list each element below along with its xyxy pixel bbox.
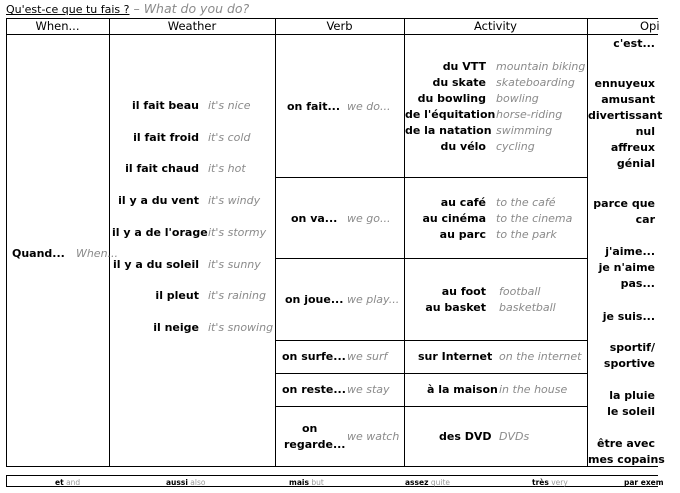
- connective-fr: assez: [405, 478, 429, 487]
- opinion-jaime: je n'aime: [598, 261, 655, 274]
- activity-en: to the cinema: [496, 212, 573, 225]
- activity-fr: sur Internet: [418, 350, 493, 363]
- header-activity: Activity: [473, 19, 517, 33]
- activity-en: cycling: [496, 140, 535, 153]
- table-bottom-border: [6, 466, 658, 467]
- header-verb: Verb: [326, 19, 353, 33]
- header-when: When...: [35, 19, 80, 33]
- activity-fr: au cinéma: [422, 212, 486, 225]
- weather-en: it's stormy: [208, 226, 267, 239]
- opinion-adjective: ennuyeux: [594, 77, 655, 90]
- opinion-adjective: affreux: [610, 141, 655, 154]
- when-english: When...: [75, 247, 119, 260]
- activity-en: skateboarding: [496, 76, 575, 89]
- verb-en: we do...: [347, 100, 391, 113]
- activity-fr: du vélo: [440, 140, 486, 153]
- connective: [166, 478, 205, 487]
- verb-fr: regarde...: [284, 438, 346, 451]
- opinion-weather: le soleil: [607, 405, 655, 418]
- header-opinion: Opi: [640, 19, 660, 33]
- weather-fr: il y a du vent: [118, 194, 199, 207]
- connective-en: quite: [430, 478, 450, 487]
- verb-fr: on fait...: [287, 100, 340, 113]
- opinion-sportif: sportive: [603, 357, 655, 370]
- verb-fr: on: [302, 422, 318, 435]
- opinion-cest: c'est...: [613, 37, 655, 50]
- verb-en: we stay: [347, 383, 390, 396]
- activity-en: horse-riding: [496, 108, 563, 121]
- title-separator: –: [129, 1, 144, 16]
- opinion-connector: car: [635, 213, 655, 226]
- activity-fr: au café: [440, 196, 486, 209]
- activity-en: bowling: [496, 92, 539, 105]
- weather-en: it's snowing: [208, 321, 274, 334]
- activity-fr: au basket: [425, 301, 486, 314]
- connectives-top-border: [6, 475, 658, 476]
- activity-fr: de l'équitation: [405, 108, 496, 121]
- col-border-left: [6, 18, 7, 467]
- verb-en: we go...: [347, 212, 391, 225]
- opinion-adjective: divertissant: [588, 109, 663, 122]
- weather-fr: il pleut: [155, 289, 199, 302]
- activity-en: to the park: [496, 228, 557, 241]
- opinion-etre: mes copains: [588, 453, 665, 466]
- weather-fr: il fait froid: [133, 131, 199, 144]
- verb-fr: on surfe...: [282, 350, 346, 363]
- weather-fr: il y a de l'orage: [112, 226, 208, 239]
- connective-fr: par exem: [624, 478, 664, 487]
- weather-en: it's nice: [208, 99, 251, 112]
- verb-fr: on reste...: [282, 383, 346, 396]
- row-sep-1: [275, 177, 587, 178]
- activity-en: on the internet: [499, 350, 582, 363]
- connective-en: but: [311, 478, 324, 487]
- page-title: [6, 1, 249, 16]
- connective-en: very: [551, 478, 568, 487]
- weather-fr: il fait chaud: [125, 162, 199, 175]
- verb-en: we surf: [347, 350, 388, 363]
- weather-en: it's sunny: [208, 258, 261, 271]
- opinion-connector: parce que: [593, 197, 655, 210]
- when-french: Quand...: [12, 247, 65, 260]
- title-english: What do you do?: [143, 1, 250, 16]
- connective: [532, 478, 568, 487]
- row-sep-3: [275, 340, 587, 341]
- when-cell: [12, 244, 118, 262]
- connectives-left-border: [6, 475, 7, 487]
- connective: [289, 478, 324, 487]
- title-french: Qu'est-ce que tu fais ?: [6, 3, 130, 16]
- weather-en: it's windy: [208, 194, 261, 207]
- weather-fr: il fait beau: [131, 99, 199, 112]
- opinion-jesuis: je suis...: [602, 310, 655, 323]
- activity-en: basketball: [499, 301, 556, 314]
- opinion-jaime: pas...: [620, 277, 655, 290]
- activity-fr: au foot: [441, 285, 486, 298]
- activity-en: in the house: [499, 383, 568, 396]
- verb-fr: on joue...: [285, 293, 344, 306]
- weather-fr: il neige: [153, 321, 199, 334]
- connective-en: also: [190, 478, 206, 487]
- activity-fr: des DVD: [439, 430, 492, 443]
- connective-fr: mais: [289, 478, 309, 487]
- activity-fr: du skate: [432, 76, 486, 89]
- connective: [55, 478, 80, 487]
- verb-fr: on va...: [291, 212, 338, 225]
- weather-en: it's raining: [208, 289, 266, 302]
- activity-fr: au parc: [439, 228, 486, 241]
- connective-en: and: [66, 478, 81, 487]
- opinion-etre: être avec: [596, 437, 655, 450]
- opinion-weather: la pluie: [609, 389, 655, 402]
- connective: [405, 478, 450, 487]
- header-bottom-border: [6, 34, 658, 35]
- connective-fr: aussi: [166, 478, 188, 487]
- row-sep-5: [275, 406, 587, 407]
- row-sep-4: [275, 373, 587, 374]
- header-weather: Weather: [167, 19, 217, 33]
- opinion-adjective: nul: [635, 125, 655, 138]
- verb-en: we play...: [347, 293, 400, 306]
- activity-fr: du bowling: [417, 92, 486, 105]
- activity-en: to the café: [496, 196, 556, 209]
- activity-en: swimming: [496, 124, 553, 137]
- opinion-sportif: sportif/: [609, 341, 655, 354]
- activity-fr: de la natation: [405, 124, 492, 137]
- verb-en: we watch: [347, 430, 400, 443]
- activity-en: football: [499, 285, 541, 298]
- row-sep-2: [275, 258, 587, 259]
- weather-en: it's cold: [208, 131, 251, 144]
- activity-fr: du VTT: [442, 60, 486, 73]
- weather-fr: il y a du soleil: [112, 258, 199, 271]
- connective-fr: et: [55, 478, 64, 487]
- activity-en: DVDs: [499, 430, 530, 443]
- opinion-adjective: génial: [616, 157, 655, 170]
- activity-en: mountain biking: [496, 60, 586, 73]
- connective-fr: très: [532, 478, 549, 487]
- weather-en: it's hot: [208, 162, 246, 175]
- opinion-jaime: j'aime...: [605, 245, 655, 258]
- connective: [624, 478, 664, 487]
- col-border-weather: [275, 18, 276, 467]
- col-border-when: [109, 18, 110, 467]
- opinion-adjective: amusant: [601, 93, 655, 106]
- activity-fr: à la maison: [427, 383, 498, 396]
